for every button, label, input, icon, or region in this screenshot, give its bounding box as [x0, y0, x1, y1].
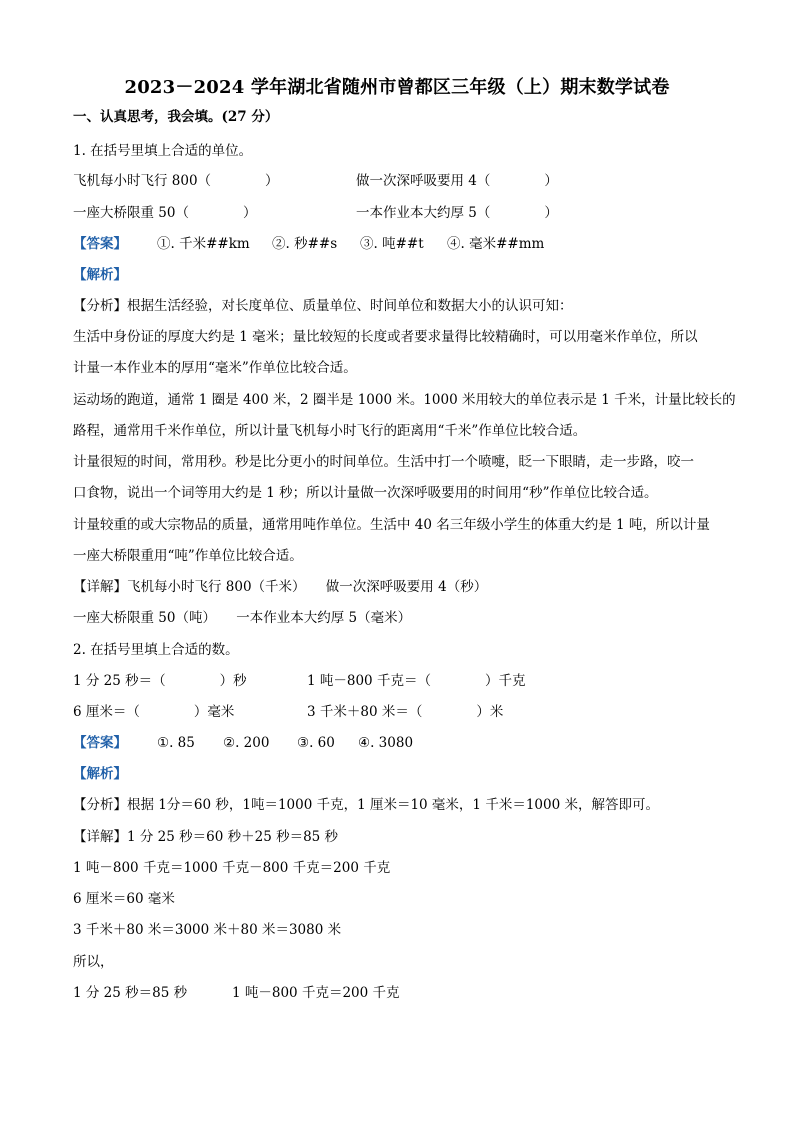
section-heading: 一、认真思考，我会填。(27 分）: [73, 109, 279, 125]
q1-analysis-line: 生活中身份证的厚度大约是 1 毫米；量比较短的长度或者要求量得比较精确时，可以用毫米作单位，所以: [73, 329, 698, 345]
q2-row2-right: 3 千米＋80 米＝（ ）米: [307, 704, 504, 720]
q1-answer-1: ①. 千米##km: [157, 236, 250, 252]
q1-row2-left: 一座大桥限重 50（ ）: [73, 205, 257, 221]
q2-detail-line: 【详解】1 分 25 秒＝60 秒＋25 秒＝85 秒: [73, 829, 339, 845]
q1-analysis-line: 【分析】根据生活经验，对长度单位、质量单位、时间单位和数据大小的认识可知：: [73, 298, 573, 314]
q1-answer-tag: 【答案】: [73, 236, 127, 252]
q1-analysis-line: 计量一本作业本的厚用“毫米”作单位比较合适。: [73, 360, 357, 376]
question-2-stem: 2. 在括号里填上合适的数。: [73, 642, 239, 658]
q1-detail-line: 一座大桥限重 50（吨） 一本作业本大约厚 5（毫米）: [73, 610, 412, 626]
q2-detail-line: 6 厘米＝60 毫米: [73, 891, 175, 907]
q1-row1-right: 做一次深呼吸要用 4（ ）: [356, 173, 558, 189]
q2-detail-line: 3 千米＋80 米＝3000 米＋80 米＝3080 米: [73, 922, 342, 938]
q2-final-right: 1 吨－800 千克＝200 千克: [232, 985, 400, 1001]
q1-analysis-line: 计量很短的时间，常用秒。秒是比分更小的时间单位。生活中打一个喷嚏，眨一下眼睛，走一步路，咬一: [73, 454, 694, 470]
q2-row2-left: 6 厘米＝（ ）毫米: [73, 704, 235, 720]
q1-answer-4: ④. 毫米##mm: [447, 236, 545, 252]
q1-row1-left: 飞机每小时飞行 800（ ）: [73, 173, 279, 189]
q2-answer-4: ④. 3080: [358, 735, 414, 751]
q2-answer-3: ③. 60: [297, 735, 335, 751]
q2-row1-right: 1 吨－800 千克＝（ ）千克: [307, 673, 526, 689]
q2-final-left: 1 分 25 秒＝85 秒: [73, 985, 188, 1001]
q1-analysis-line: 口食物，说出一个词等用大约是 1 秒；所以计量做一次深呼吸要用的时间用“秒”作单位比较合适。: [73, 485, 658, 501]
q1-analysis-line: 一座大桥限重用“吨”作单位比较合适。: [73, 548, 303, 564]
q1-analysis-line: 计量较重的或大宗物品的质量，通常用吨作单位。生活中 40 名三年级小学生的体重大约是 1 吨，所以计量: [73, 517, 710, 533]
q1-answer-2: ②. 秒##s: [272, 236, 338, 252]
q1-detail-line: 【详解】飞机每小时飞行 800（千米） 做一次深呼吸要用 4（秒）: [73, 579, 488, 595]
q1-analysis-line: 运动场的跑道，通常 1 圈是 400 米，2 圈半是 1000 米。1000 米用较大的单位表示是 1 千米，计量比较长的: [73, 392, 736, 408]
q1-analysis-line: 路程，通常用千米作单位，所以计量飞机每小时飞行的距离用“千米”作单位比较合适。: [73, 423, 587, 439]
q1-answer-3: ③. 吨##t: [360, 236, 424, 252]
q2-row1-left: 1 分 25 秒＝（ ）秒: [73, 673, 247, 689]
q1-analysis-tag: 【解析】: [73, 267, 127, 283]
q2-answer-1: ①. 85: [157, 735, 195, 751]
q2-analysis-tag: 【解析】: [73, 766, 127, 782]
q2-detail-line: 所以，: [73, 954, 114, 970]
q2-answer-2: ②. 200: [223, 735, 270, 751]
question-1-stem: 1. 在括号里填上合适的单位。: [73, 143, 253, 159]
q2-analysis-line: 【分析】根据 1分＝60 秒，1吨＝1000 千克，1 厘米＝10 毫米，1 千米＝1000 米，解答即可。: [73, 797, 659, 813]
q2-detail-line: 1 吨－800 千克＝1000 千克－800 千克＝200 千克: [73, 860, 391, 876]
page-title: 2023－2024 学年湖北省随州市曾都区三年级（上）期末数学试卷: [124, 77, 670, 98]
q1-row2-right: 一本作业本大约厚 5（ ）: [356, 205, 558, 221]
q2-answer-tag: 【答案】: [73, 735, 127, 751]
